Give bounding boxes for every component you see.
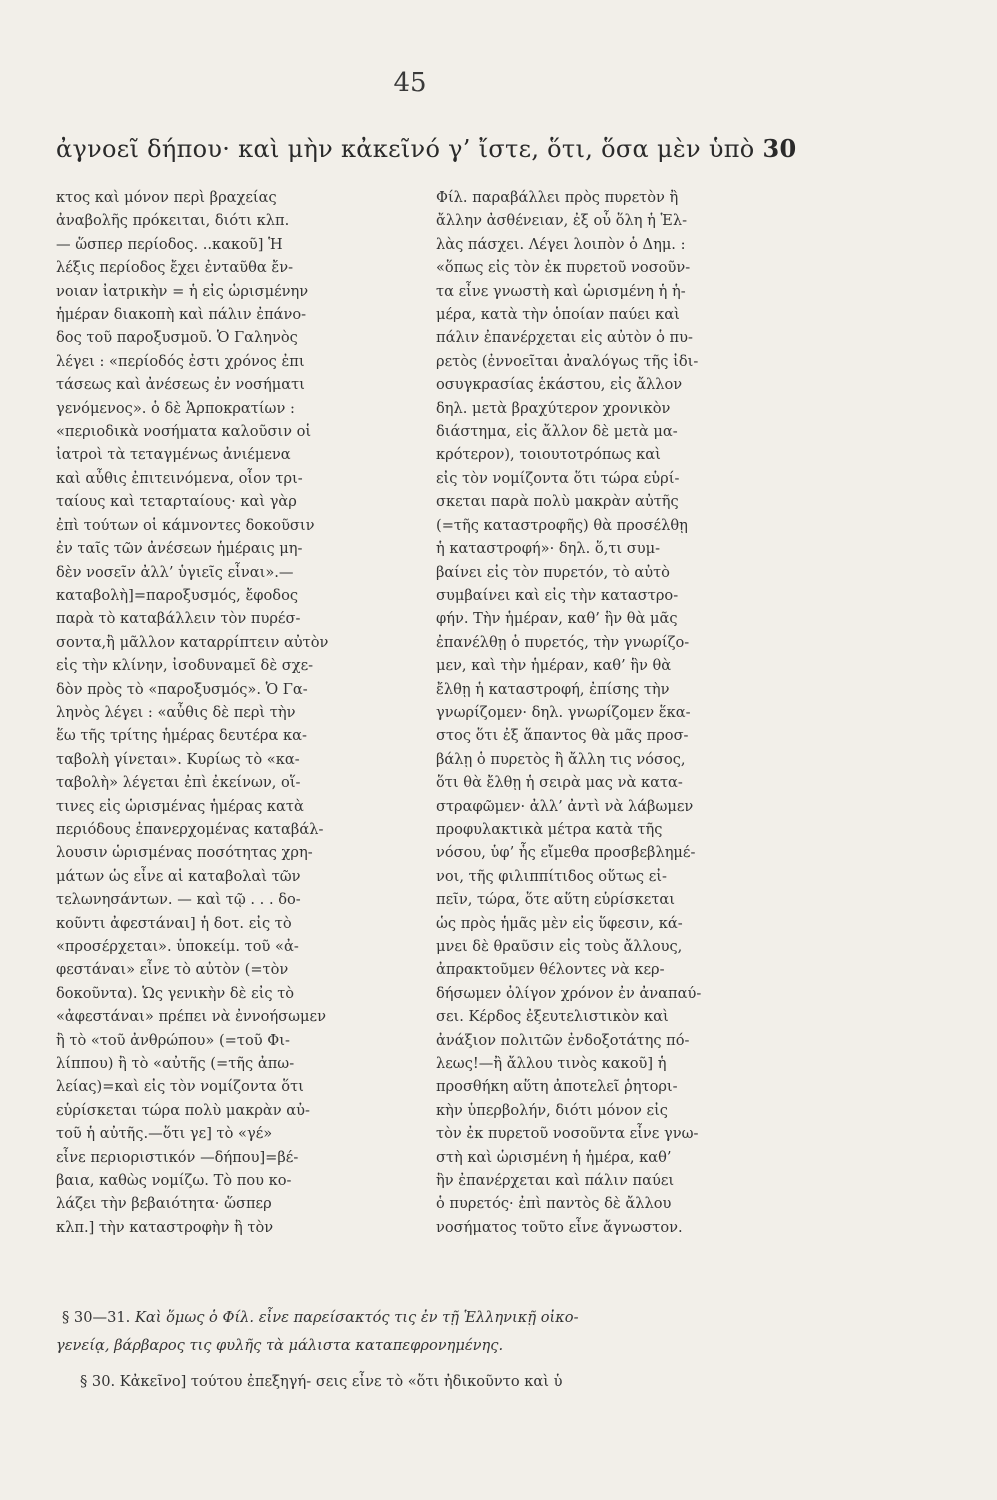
- commentary-line: καὶ αὖθις ἐπιτεινόμενα, οἷον τρι-: [56, 469, 303, 487]
- footnote-line-1: [62, 1306, 942, 1329]
- commentary-line: φήν. Τὴν ἡμέραν, καθ’ ἣν θὰ μᾶς: [436, 610, 678, 628]
- commentary-line: λίππου) ἢ τὸ «αὐτῆς (=τῆς ἀπω-: [56, 1055, 295, 1073]
- commentary-line: εἶνε περιοριστικόν —δήπου]=βέ-: [56, 1148, 299, 1166]
- commentary-line: ἄλλην ἀσθένειαν, ἐξ οὗ ὅλη ἡ Ἑλ-: [436, 212, 687, 230]
- commentary-line: ταίους καὶ τεταρταίους· καὶ γὰρ: [56, 493, 297, 511]
- commentary-line: εἰς τὴν κλίνην, ἰσοδυναμεῖ δὲ σχε-: [56, 657, 314, 675]
- commentary-line: δήσωμεν ὀλίγον χρόνον ἐν ἀναπαύ-: [436, 984, 702, 1002]
- commentary-line: λέξις περίοδος ἔχει ἐνταῦθα ἔν-: [56, 259, 294, 277]
- footnote-line-2: γενείᾳ, βάρβαρος τις φυλῆς τὰ μάλιστα καταπεφρονημένης.: [56, 1337, 504, 1354]
- commentary-line: λάζει τὴν βεβαιότητα· ὥσπερ: [56, 1195, 272, 1213]
- footnote-line-3: § 30. Κἀκεῖνο] τούτου ἐπεξηγή- σεις εἶνε τὸ «ὅτι ἠδικοῦντο καὶ ὑ: [80, 1373, 563, 1390]
- commentary-line: τινες εἰς ὡρισμένας ἡμέρας κατὰ: [56, 797, 304, 815]
- commentary-line: λέγει : «περίοδός ἐστι χρόνος ἐπι: [56, 352, 305, 370]
- commentary-line: «περιοδικὰ νοσήματα καλοῦσιν οἱ: [56, 423, 312, 441]
- commentary-line: δος τοῦ παροξυσμοῦ. Ὁ Γαληνὸς: [56, 329, 298, 347]
- commentary-line: πεῖν, τώρα, ὅτε αὕτη εὑρίσκεται: [436, 891, 675, 909]
- commentary-line: οσυγκρασίας ἑκάστου, εἰς ἄλλον: [436, 376, 683, 394]
- commentary-line: γενόμενος». ὁ δὲ Ἁρποκρατίων :: [56, 399, 295, 417]
- footnote-section-ref: § 30—31.: [62, 1309, 131, 1326]
- commentary-line: παρὰ τὸ καταβάλλειν τὸν πυρέσ-: [56, 610, 301, 628]
- commentary-line: διάστημα, εἰς ἄλλον δὲ μετὰ μα-: [436, 423, 678, 441]
- commentary-line: τὸν ἐκ πυρετοῦ νοσοῦντα εἶνε γνω-: [436, 1125, 699, 1143]
- commentary-line: ἀπρακτοῦμεν θέλοντες νὰ κερ-: [436, 961, 665, 979]
- commentary-line: βάλῃ ὁ πυρετὸς ἢ ἄλλη τις νόσος,: [436, 750, 686, 768]
- commentary-line: ταβολὴ» λέγεται ἐπὶ ἐκείνων, οἵ-: [56, 774, 301, 792]
- commentary-line: ἔλθῃ ἡ καταστροφή, ἐπίσης τὴν: [436, 680, 670, 698]
- commentary-line: προσθήκη αὕτη ἀποτελεῖ ῥητορι-: [436, 1078, 678, 1096]
- commentary-line: καταβολὴ]=παροξυσμός, ἔφοδος: [56, 586, 299, 604]
- commentary-line: ἐν ταῖς τῶν ἀνέσεων ἡμέραις μη-: [56, 540, 303, 558]
- commentary-line: λεως!—ἢ ἄλλου τινὸς κακοῦ] ἡ: [436, 1055, 667, 1073]
- commentary-line: κὴν ὑπερβολήν, διότι μόνον εἰς: [436, 1101, 668, 1119]
- commentary-line: ληνὸς λέγει : «αὖθις δὲ περὶ τὴν: [56, 703, 296, 721]
- commentary-line: ἡ καταστροφή»· δηλ. ὅ,τι συμ-: [436, 540, 661, 558]
- commentary-line: ἐπὶ τούτων οἱ κάμνοντες δοκοῦσιν: [56, 516, 315, 534]
- commentary-line: στος ὅτι ἐξ ἅπαντος θὰ μᾶς προσ-: [436, 727, 689, 745]
- commentary-line: τοῦ ἡ αὐτῆς.—ὅτι γε] τὸ «γέ»: [56, 1125, 273, 1143]
- commentary-line: κτος καὶ μόνον περὶ βραχείας: [56, 189, 277, 206]
- commentary-left-column: [56, 186, 426, 1239]
- commentary-line: προφυλακτικὰ μέτρα κατὰ τῆς: [436, 820, 663, 838]
- commentary-line: ἡμέραν διακοπὴ καὶ πάλιν ἐπάνο-: [56, 306, 307, 324]
- line-number: 30: [762, 134, 797, 163]
- commentary-line: στὴ καὶ ὡρισμένη ἡ ἡμέρα, καθ’: [436, 1148, 672, 1166]
- commentary-right-column: [436, 186, 806, 1239]
- commentary-line: νόσου, ὑφ’ ἧς εἴμεθα προσβεβλημέ-: [436, 844, 696, 862]
- commentary-line: στραφῶμεν· ἀλλ’ ἀντὶ νὰ λάβωμεν: [436, 797, 694, 815]
- commentary-line: τα εἶνε γνωστὴ καὶ ὡρισμένη ἡ ἡ-: [436, 282, 686, 300]
- commentary-line: μεν, καὶ τὴν ἡμέραν, καθ’ ἣν θὰ: [436, 657, 672, 675]
- commentary-line: «προσέρχεται». ὑποκείμ. τοῦ «ἀ-: [56, 938, 299, 955]
- commentary-line: ἣν ἐπανέρχεται καὶ πάλιν παύει: [436, 1172, 675, 1190]
- commentary-line: ἀναβολῆς πρόκειται, διότι κλπ.: [56, 212, 290, 230]
- commentary-line: κρότερον), τοιουτοτρόπως καὶ: [436, 446, 661, 464]
- commentary-line: μάτων ὡς εἶνε αἱ καταβολαὶ τῶν: [56, 867, 301, 885]
- commentary-line: ἀνάξιον πολιτῶν ἐνδοξοτάτης πό-: [436, 1031, 690, 1049]
- commentary-line: εἰς τὸν νομίζοντα ὅτι τώρα εὑρί-: [436, 469, 680, 487]
- commentary-line: βαια, καθὼς νομίζω. Τὸ που κο-: [56, 1172, 292, 1190]
- commentary-line: ὡς πρὸς ἡμᾶς μὲν εἰς ὕφεσιν, κά-: [436, 914, 683, 932]
- footnote-text: Καὶ ὅμως ὁ Φίλ. εἶνε παρείσακτός τις ἐν τῇ Ἑλληνικῇ οἰκο-: [134, 1309, 579, 1326]
- commentary-line: ἰατροὶ τὰ τεταγμένως ἀνιέμενα: [56, 446, 291, 464]
- commentary-line: δηλ. μετὰ βραχύτερον χρονικὸν: [436, 399, 671, 417]
- commentary-line: συμβαίνει καὶ εἰς τὴν καταστρο-: [436, 586, 679, 604]
- commentary-line: σει. Κέρδος ἐξευτελιστικὸν καὶ: [436, 1008, 669, 1026]
- commentary-line: βαίνει εἰς τὸν πυρετόν, τὸ αὐτὸ: [436, 563, 670, 581]
- commentary-line: ἕω τῆς τρίτης ἡμέρας δευτέρα κα-: [56, 727, 307, 745]
- commentary-line: ρετὸς (ἐννοεῖται ἀναλόγως τῆς ἰδι-: [436, 352, 699, 370]
- commentary-line: νοσήματος τοῦτο εἶνε ἄγνωστον.: [436, 1218, 683, 1236]
- commentary-line: περιόδους ἐπανερχομένας καταβάλ-: [56, 820, 324, 838]
- commentary-line: κοῦντι ἀφεστάναι] ἡ δοτ. εἰς τὸ: [56, 914, 292, 932]
- commentary-line: Φίλ. παραβάλλει πρὸς πυρετὸν ἢ: [436, 189, 679, 206]
- commentary-line: φεστάναι» εἶνε τὸ αὐτὸν (=τὸν: [56, 961, 289, 979]
- commentary-line: τελωνησάντων. — καὶ τῷ . . . δο-: [56, 891, 301, 909]
- commentary-line: σοντα,ἢ μᾶλλον καταρρίπτειν αὐτὸν: [56, 633, 329, 651]
- commentary-line: κλπ.] τὴν καταστροφὴν ἢ τὸν: [56, 1218, 274, 1236]
- commentary-line: εὑρίσκεται τώρα πολὺ μακρὰν αὐ-: [56, 1101, 310, 1119]
- commentary-line: νοι, τῆς φιλιππίτιδος οὕτως εἰ-: [436, 867, 667, 885]
- commentary-line: μέρα, κατὰ τὴν ὁποίαν παύει καὶ: [436, 306, 680, 324]
- main-text: ἀγνοεῖ δήπου· καὶ μὴν κἀκεῖνό γ’ ἴστε, ὅτι, ὅσα μὲν ὑπὸ: [56, 135, 755, 163]
- commentary-line: νοιαν ἰατρικὴν = ἡ εἰς ὡρισμένην: [56, 282, 309, 300]
- commentary-line: ταβολὴ γίνεται». Κυρίως τὸ «κα-: [56, 750, 300, 768]
- commentary-line: «ὅπως εἰς τὸν ἐκ πυρετοῦ νοσοῦν-: [436, 259, 691, 277]
- commentary-line: δοκοῦντα). Ὡς γενικὴν δὲ εἰς τὸ: [56, 984, 295, 1002]
- commentary-line: λείας)=καὶ εἰς τὸν νομίζοντα ὅτι: [56, 1078, 304, 1096]
- commentary-line: ἢ τὸ «τοῦ ἀνθρώπου» (=τοῦ Φι-: [56, 1031, 290, 1049]
- commentary-line: πάλιν ἐπανέρχεται εἰς αὐτὸν ὁ πυ-: [436, 329, 693, 347]
- commentary-line: δὸν πρὸς τὸ «παροξυσμός». Ὁ Γα-: [56, 680, 308, 698]
- commentary-line: «ἀφεστάναι» πρέπει νὰ ἐννοήσωμεν: [56, 1008, 326, 1026]
- commentary-line: ὅτι θὰ ἔλθῃ ἡ σειρὰ μας νὰ κατα-: [436, 774, 683, 792]
- commentary-line: γνωρίζομεν· δηλ. γνωρίζομεν ἕκα-: [436, 703, 691, 721]
- commentary-line: ὁ πυρετός· ἐπὶ παντὸς δὲ ἄλλου: [436, 1195, 672, 1213]
- commentary-line: — ὥσπερ περίοδος. ..κακοῦ] Ἡ: [56, 235, 283, 253]
- commentary-line: λὰς πάσχει. Λέγει λοιπὸν ὁ Δημ. :: [436, 235, 686, 253]
- commentary-line: μνει δὲ θραῦσιν εἰς τοὺς ἄλλους,: [436, 938, 683, 955]
- commentary-line: λουσιν ὡρισμένας ποσότητας χρη-: [56, 844, 313, 862]
- main-text-line: [56, 134, 996, 163]
- commentary-line: (=τῆς καταστροφῆς) θὰ προσέλθῃ: [436, 516, 688, 534]
- commentary-line: τάσεως καὶ ἀνέσεως ἐν νοσήματι: [56, 376, 305, 394]
- commentary-line: ἐπανέλθῃ ὁ πυρετός, τὴν γνωρίζο-: [436, 633, 690, 651]
- page-number: 45: [393, 68, 427, 98]
- commentary-line: σκεται παρὰ πολὺ μακρὰν αὐτῆς: [436, 493, 679, 511]
- commentary-line: δὲν νοσεῖν ἀλλ’ ὑγιεῖς εἶναι».—: [56, 563, 294, 581]
